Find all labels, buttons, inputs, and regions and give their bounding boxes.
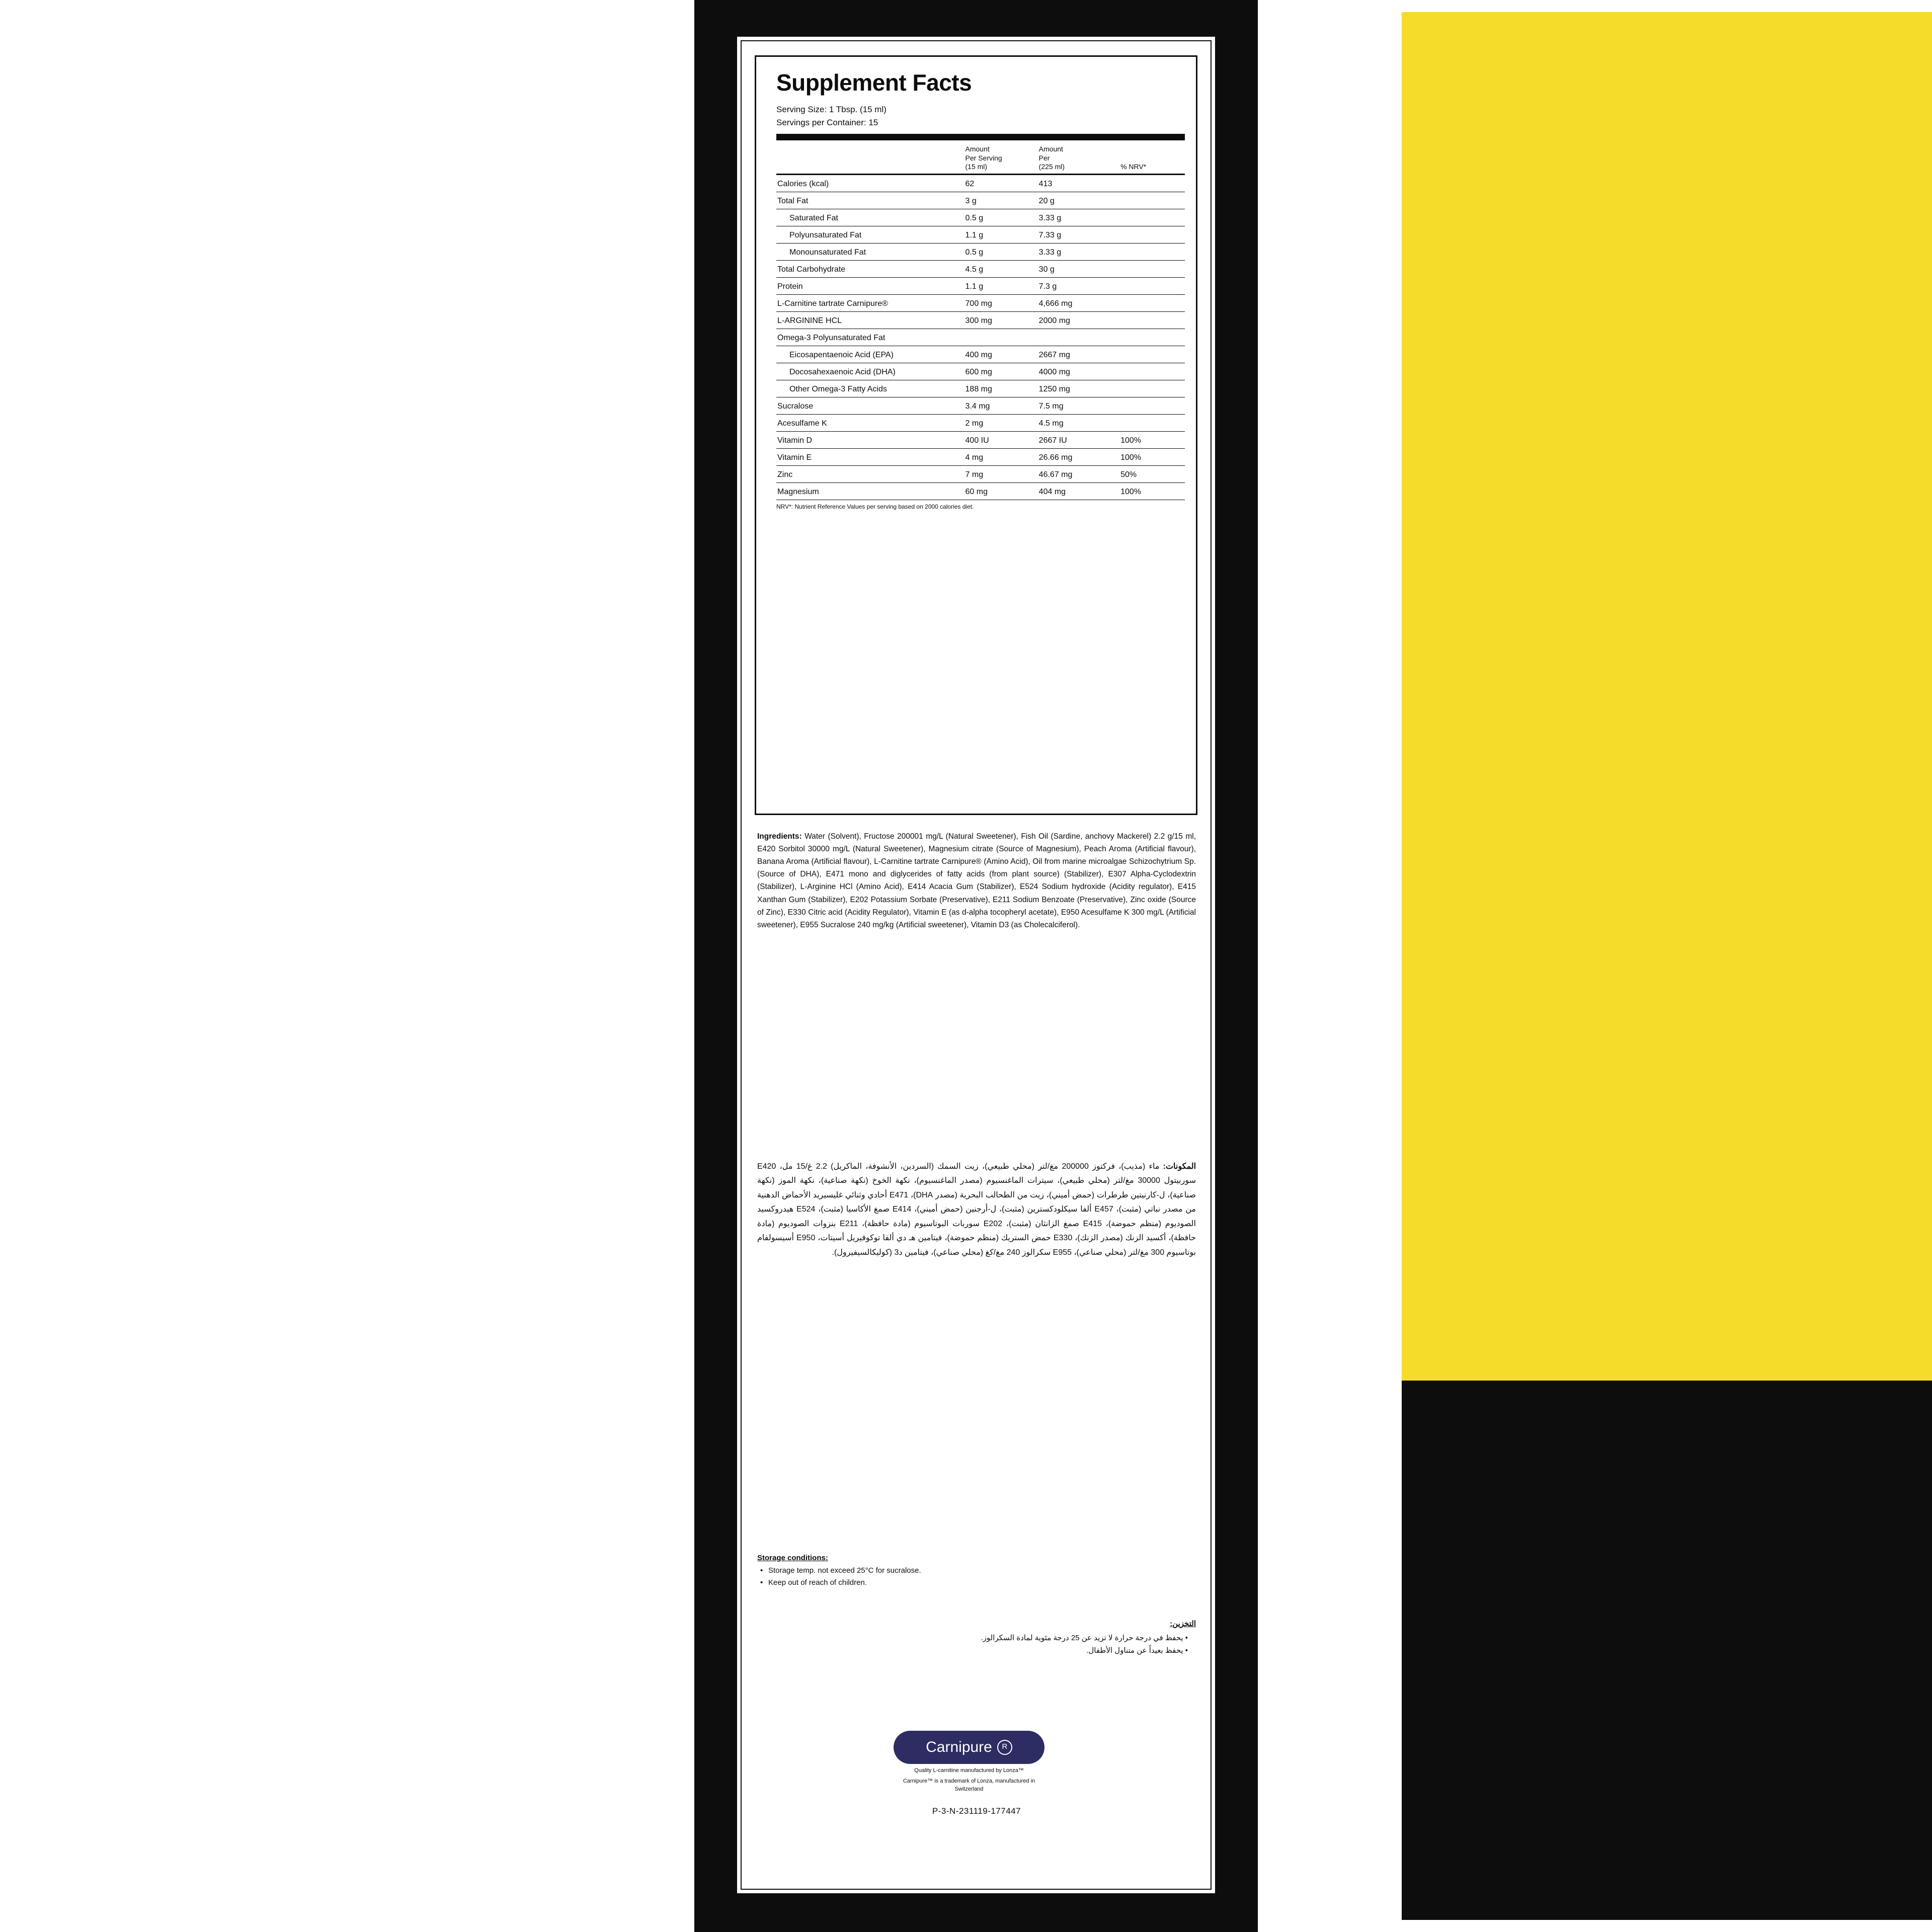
table-row xyxy=(776,277,1185,294)
amount-per-serving: 4 mg xyxy=(964,448,1038,465)
amount-per-bottle: 46.67 mg xyxy=(1038,465,1119,482)
ingredients-body: Water (Solvent), Fructose 200001 mg/L (Natural Sweetener), Fish Oil (Sardine, anchovy Mackerel) 2.2 g/15 ml, E420 Sorbitol 30000 mg/L (Natural Sweetener), Magnesium citrate (Source of Magnesium), Peach Aroma (Artificial flavour), Banana Aroma (Artificial flavour), L-Carnitine tartrate Carnipure® (Amino Acid), Oil from marine microalgae Schizochytrium Sp. (Source of DHA), E471 mono and diglycerides of fatty acids (from plant source) (Stabilizer), E307 Alpha-Cyclodextrin (Stabilizer), L-Arginine HCl (Amino Acid), E414 Acacia Gum (Stabilizer), E524 Sodium hydroxide (Acidity regulator), E415 Xanthan Gum (Stabilizer), E202 Potassium Sorbate (Preservative), E211 Sodium Benzoate (Preservative), Zinc oxide (Source of Zinc), E330 Citric acid (Acidity Regulator), Vitamin E (as d-alpha tocopheryl acetate), E950 Acesulfame K 300 mg/L (Artificial sweetener), E955 Sucralose 240 mg/kg (Artificial sweetener), Vitamin D3 (as Cholecalciferol). xyxy=(757,832,1196,929)
amount-per-bottle: 20 g xyxy=(1038,192,1119,209)
table-row xyxy=(776,380,1185,397)
ingredients-heading: Ingredients: xyxy=(757,832,802,841)
daily-value: 100% xyxy=(1119,448,1185,465)
daily-value xyxy=(1119,363,1185,380)
daily-value xyxy=(1119,209,1185,226)
table-row xyxy=(776,482,1185,500)
amount-per-bottle: 4000 mg xyxy=(1038,363,1119,380)
table-row xyxy=(776,192,1185,209)
nutrient-name: Monounsaturated Fat xyxy=(776,243,964,260)
amount-per-serving: 188 mg xyxy=(964,380,1038,397)
amount-per-bottle: 7.33 g xyxy=(1038,226,1119,243)
daily-value: 50% xyxy=(1119,465,1185,482)
daily-value xyxy=(1119,397,1185,414)
amount-per-serving: 400 IU xyxy=(964,431,1038,448)
nutrient-name: L-ARGININE HCL xyxy=(776,311,964,329)
nutrient-name: Saturated Fat xyxy=(776,209,964,226)
nutrition-table-body xyxy=(776,174,1185,500)
column-header-amount-per-serving xyxy=(964,140,1038,174)
nutrient-name: Calories (kcal) xyxy=(776,174,964,192)
column-header-daily-value: % NRV* xyxy=(1119,140,1185,174)
amount-per-bottle: 413 xyxy=(1038,174,1119,192)
storage-heading-arabic: التخزين: xyxy=(1170,1620,1196,1628)
carnipure-logo xyxy=(889,1731,1050,1793)
nutrient-name: Protein xyxy=(776,277,964,294)
amount-per-bottle: 2000 mg xyxy=(1038,311,1119,329)
table-row xyxy=(776,397,1185,414)
storage-conditions-arabic xyxy=(757,1618,1196,1657)
serving-size: Serving Size: 1 Tbsp. (15 ml) xyxy=(776,105,887,114)
table-row xyxy=(776,414,1185,431)
amount-per-serving: 2 mg xyxy=(964,414,1038,431)
list-item: • يحفظ بعيداً عن متناول الأطفال. xyxy=(1086,1646,1188,1655)
table-row xyxy=(776,311,1185,329)
column-header-nutrient xyxy=(776,140,964,174)
daily-value xyxy=(1119,294,1185,311)
amount-per-serving: 1.1 g xyxy=(964,277,1038,294)
amount-per-bottle: 4,666 mg xyxy=(1038,294,1119,311)
table-row xyxy=(776,431,1185,448)
amount-per-bottle: 3.33 g xyxy=(1038,209,1119,226)
supplement-facts-divider xyxy=(776,134,1185,140)
nutrient-name: Total Fat xyxy=(776,192,964,209)
daily-value xyxy=(1119,243,1185,260)
col-aps-line3: (15 ml) xyxy=(965,163,988,171)
nutrient-name: Total Carbohydrate xyxy=(776,260,964,277)
nrv-footnote: NRV*: Nutrient Reference Values per serving based on 2000 calories diet. xyxy=(776,503,974,510)
table-row xyxy=(776,243,1185,260)
nutrient-name: Vitamin E xyxy=(776,448,964,465)
amount-per-bottle: 3.33 g xyxy=(1038,243,1119,260)
nutrient-name: Docosahexaenoic Acid (DHA) xyxy=(776,363,964,380)
amount-per-serving: 400 mg xyxy=(964,346,1038,363)
carnipure-pill xyxy=(894,1731,1044,1764)
amount-per-bottle: 30 g xyxy=(1038,260,1119,277)
carnipure-tagline-line2: Carnipure™ is a trademark of Lonza, manufactured in Switzerland xyxy=(903,1778,1035,1792)
daily-value: 100% xyxy=(1119,482,1185,500)
yellow-band xyxy=(1402,12,1932,1381)
ingredients-body-arabic: ماء (مذيب)، فركتوز 200000 مغ/لتر (محلي طبيعي)، زيت السمك (السردين، الأنشوفة، الماكريل) 2.2 غ/15 مل، E420 سوربيتول 30000 مغ/لتر (محلي طبيعي)، سيترات الماغنسيوم (مصدر الماغنسيوم)، نكهة الخوخ (نكهة صناعية)، نكهة الموز (نكهة صناعية)، ل-كارنيتين طرطرات (حمض أميني)، زيت من الطحالب البحرية (مصدر DHA)، E471 أحادي وثنائي غليسيريد الأحماض الدهنية من مصدر نباتي (مثبت)، E457 ألفا سيكلودكسترين (مثبت)، ل-أرجنين (حمض أميني)، E414 صمغ الأكاسيا (مثبت)، E524 هيدروكسيد الصوديوم (منظم حموضة)، E415 صمغ الزانثان (مثبت)، E202 سوربات البوتاسيوم (مادة حافظة)، E211 بنزوات الصوديوم (مادة حافظة)، أكسيد الزنك (مصدر الزنك)، E330 حمض الستريك (منظم حموضة)، فيتامين هـ دي ألفا توكوفيريل أسيتات، E950 أسيسولفام بوتاسيوم 300 مغ/لتر (محلي صناعي)، E955 سكرالوز 240 مغ/كغ (محلي صناعي)، فيتامين د3 (كوليكالسيفيرول). xyxy=(757,1162,1196,1257)
table-row xyxy=(776,448,1185,465)
amount-per-serving: 7 mg xyxy=(964,465,1038,482)
nutrient-name: Vitamin D xyxy=(776,431,964,448)
daily-value xyxy=(1119,311,1185,329)
amount-per-serving: 600 mg xyxy=(964,363,1038,380)
amount-per-bottle xyxy=(1038,329,1119,346)
list-item: • Storage temp. not exceed 25°C for sucralose. xyxy=(768,1565,1196,1576)
col-apb-line1: Amount xyxy=(1038,145,1063,153)
nutrition-table xyxy=(776,140,1185,500)
amount-per-serving: 62 xyxy=(964,174,1038,192)
table-row xyxy=(776,260,1185,277)
daily-value xyxy=(1119,277,1185,294)
table-row xyxy=(776,465,1185,482)
daily-value xyxy=(1119,329,1185,346)
black-band xyxy=(1402,1381,1932,1920)
storage-conditions xyxy=(757,1552,1196,1588)
ingredients-paragraph-arabic xyxy=(757,1160,1196,1260)
storage-list xyxy=(757,1565,1196,1588)
storage-list-arabic xyxy=(757,1632,1196,1657)
ingredients-paragraph xyxy=(757,830,1196,931)
amount-per-bottle: 1250 mg xyxy=(1038,380,1119,397)
ingredients-heading-arabic: المكونات: xyxy=(1163,1162,1196,1171)
amount-per-serving: 3 g xyxy=(964,192,1038,209)
table-row xyxy=(776,209,1185,226)
col-aps-line2: Per Serving xyxy=(965,153,1002,162)
nutrition-table-header-row xyxy=(776,140,1185,174)
amount-per-serving: 1.1 g xyxy=(964,226,1038,243)
batch-code: P-3-N-231119-177447 xyxy=(932,1806,1021,1816)
amount-per-serving: 300 mg xyxy=(964,311,1038,329)
list-item: • يحفظ في درجة حرارة لا تزيد عن 25 درجة مئوية لمادة السكرالوز. xyxy=(981,1633,1188,1642)
nutrient-name: Zinc xyxy=(776,465,964,482)
amount-per-serving: 0.5 g xyxy=(964,243,1038,260)
daily-value xyxy=(1119,226,1185,243)
nutrient-name: Acesulfame K xyxy=(776,414,964,431)
amount-per-bottle: 2667 mg xyxy=(1038,346,1119,363)
col-apb-line3: (225 ml) xyxy=(1038,163,1065,171)
daily-value xyxy=(1119,346,1185,363)
table-row xyxy=(776,346,1185,363)
registered-trademark-icon: R xyxy=(997,1740,1012,1755)
amount-per-bottle: 4.5 mg xyxy=(1038,414,1119,431)
amount-per-bottle: 7.5 mg xyxy=(1038,397,1119,414)
daily-value xyxy=(1119,174,1185,192)
supplement-facts-panel xyxy=(755,55,1197,815)
servings-per-container: Servings per Container: 15 xyxy=(776,117,878,127)
amount-per-serving xyxy=(964,329,1038,346)
daily-value xyxy=(1119,192,1185,209)
amount-per-bottle: 7.3 g xyxy=(1038,277,1119,294)
amount-per-serving: 4.5 g xyxy=(964,260,1038,277)
amount-per-serving: 3.4 mg xyxy=(964,397,1038,414)
daily-value: 100% xyxy=(1119,431,1185,448)
nutrient-name: Eicosapentaenoic Acid (EPA) xyxy=(776,346,964,363)
table-row xyxy=(776,174,1185,192)
col-aps-line1: Amount xyxy=(965,145,990,153)
table-row xyxy=(776,226,1185,243)
amount-per-bottle: 2667 IU xyxy=(1038,431,1119,448)
nutrient-name: Sucralose xyxy=(776,397,964,414)
nutrient-name: Other Omega-3 Fatty Acids xyxy=(776,380,964,397)
daily-value xyxy=(1119,380,1185,397)
column-header-amount-per-bottle xyxy=(1038,140,1119,174)
table-row xyxy=(776,363,1185,380)
amount-per-bottle: 26.66 mg xyxy=(1038,448,1119,465)
amount-per-serving: 0.5 g xyxy=(964,209,1038,226)
table-row xyxy=(776,294,1185,311)
table-row xyxy=(776,329,1185,346)
amount-per-bottle: 404 mg xyxy=(1038,482,1119,500)
nutrient-name: Polyunsaturated Fat xyxy=(776,226,964,243)
nutrient-name: L-Carnitine tartrate Carnipure® xyxy=(776,294,964,311)
list-item: • Keep out of reach of children. xyxy=(768,1577,1196,1588)
daily-value xyxy=(1119,414,1185,431)
storage-heading: Storage conditions: xyxy=(757,1554,828,1562)
col-apb-line2: Per xyxy=(1038,153,1050,162)
carnipure-wordmark: Carnipure xyxy=(926,1739,992,1755)
daily-value xyxy=(1119,260,1185,277)
carnipure-tagline-line1: Quality L-carnitine manufactured by Lonza™ xyxy=(914,1767,1024,1774)
nutrient-name: Omega-3 Polyunsaturated Fat xyxy=(776,329,964,346)
supplement-facts-title: Supplement Facts xyxy=(776,69,972,96)
amount-per-serving: 60 mg xyxy=(964,482,1038,500)
nutrient-name: Magnesium xyxy=(776,482,964,500)
amount-per-serving: 700 mg xyxy=(964,294,1038,311)
